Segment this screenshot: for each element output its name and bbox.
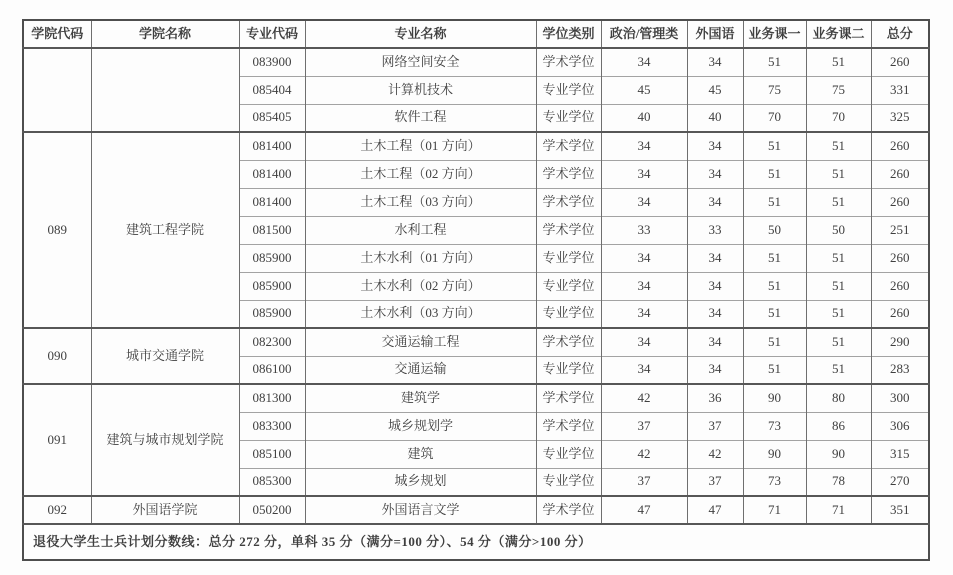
college-name-cell: 城市交通学院: [91, 328, 239, 384]
column-header-foreign-language: 外国语: [687, 20, 743, 48]
cell-politics-management: 34: [601, 188, 687, 216]
header-row: [23, 20, 929, 48]
cell-major-code: 085300: [239, 468, 305, 496]
table-row: [23, 132, 929, 160]
cell-major-name: 水利工程: [305, 216, 536, 244]
cell-politics-management: 37: [601, 412, 687, 440]
cell-major-code: 081400: [239, 132, 305, 160]
cell-course2: 86: [806, 412, 871, 440]
cell-course1: 71: [743, 496, 806, 524]
column-header-major-code: 专业代码: [239, 20, 305, 48]
cell-total: 290: [871, 328, 929, 356]
cell-major-name: 交通运输工程: [305, 328, 536, 356]
cell-major-code: 085404: [239, 76, 305, 104]
cell-foreign-language: 34: [687, 244, 743, 272]
cell-politics-management: 34: [601, 132, 687, 160]
cell-total: 283: [871, 356, 929, 384]
column-header-college-name: 学院名称: [91, 20, 239, 48]
cell-major-name: 土木工程（01 方向）: [305, 132, 536, 160]
cell-foreign-language: 34: [687, 300, 743, 328]
cell-total: 260: [871, 300, 929, 328]
cell-major-code: 050200: [239, 496, 305, 524]
cell-politics-management: 47: [601, 496, 687, 524]
cell-politics-management: 34: [601, 300, 687, 328]
cell-course2: 51: [806, 48, 871, 76]
cell-course2: 51: [806, 132, 871, 160]
cell-course1: 51: [743, 328, 806, 356]
cell-major-name: 土木水利（03 方向）: [305, 300, 536, 328]
cell-degree-type: 学术学位: [536, 216, 601, 244]
cell-major-name: 建筑学: [305, 384, 536, 412]
college-code-cell: 091: [23, 384, 91, 496]
cell-total: 315: [871, 440, 929, 468]
cell-politics-management: 34: [601, 48, 687, 76]
cell-course1: 70: [743, 104, 806, 132]
cell-total: 260: [871, 160, 929, 188]
cell-politics-management: 45: [601, 76, 687, 104]
cell-course1: 51: [743, 188, 806, 216]
cell-politics-management: 34: [601, 356, 687, 384]
cell-degree-type: 专业学位: [536, 272, 601, 300]
cell-course1: 51: [743, 272, 806, 300]
cell-foreign-language: 47: [687, 496, 743, 524]
cell-major-name: 软件工程: [305, 104, 536, 132]
cell-politics-management: 34: [601, 272, 687, 300]
table-row: [23, 496, 929, 524]
cell-major-name: 城乡规划学: [305, 412, 536, 440]
cell-foreign-language: 33: [687, 216, 743, 244]
cell-course2: 51: [806, 300, 871, 328]
cell-politics-management: 42: [601, 440, 687, 468]
cell-course2: 51: [806, 244, 871, 272]
cell-course2: 70: [806, 104, 871, 132]
cell-course1: 90: [743, 384, 806, 412]
cell-foreign-language: 37: [687, 412, 743, 440]
cell-course2: 78: [806, 468, 871, 496]
cell-major-code: 085900: [239, 244, 305, 272]
cell-major-name: 土木水利（02 方向）: [305, 272, 536, 300]
cell-major-name: 城乡规划: [305, 468, 536, 496]
cell-total: 260: [871, 132, 929, 160]
footer-row: [23, 524, 929, 560]
cell-degree-type: 学术学位: [536, 384, 601, 412]
cell-foreign-language: 42: [687, 440, 743, 468]
cell-politics-management: 40: [601, 104, 687, 132]
cell-course2: 51: [806, 328, 871, 356]
college-code-cell: 090: [23, 328, 91, 384]
cell-foreign-language: 36: [687, 384, 743, 412]
cell-degree-type: 专业学位: [536, 440, 601, 468]
cell-major-name: 网络空间安全: [305, 48, 536, 76]
cell-course1: 73: [743, 412, 806, 440]
cell-course1: 51: [743, 160, 806, 188]
cell-course1: 51: [743, 132, 806, 160]
cell-politics-management: 34: [601, 328, 687, 356]
cell-foreign-language: 45: [687, 76, 743, 104]
cell-major-name: 土木工程（02 方向）: [305, 160, 536, 188]
cell-total: 260: [871, 272, 929, 300]
cell-course2: 51: [806, 272, 871, 300]
cell-course1: 50: [743, 216, 806, 244]
cell-major-code: 083300: [239, 412, 305, 440]
cell-major-code: 085900: [239, 300, 305, 328]
cell-degree-type: 专业学位: [536, 244, 601, 272]
cell-politics-management: 34: [601, 244, 687, 272]
footer-note: 退役大学生士兵计划分数线：总分 272 分，单科 35 分（满分=100 分）、54 分（满分>100 分）: [23, 524, 929, 560]
cell-politics-management: 42: [601, 384, 687, 412]
cell-course1: 73: [743, 468, 806, 496]
cell-politics-management: 34: [601, 160, 687, 188]
cell-total: 251: [871, 216, 929, 244]
college-name-cell: 外国语学院: [91, 496, 239, 524]
college-name-cell: 建筑工程学院: [91, 132, 239, 328]
cell-major-code: 085100: [239, 440, 305, 468]
cell-foreign-language: 34: [687, 48, 743, 76]
cell-course2: 80: [806, 384, 871, 412]
cell-course2: 90: [806, 440, 871, 468]
cell-degree-type: 学术学位: [536, 132, 601, 160]
cell-major-code: 081500: [239, 216, 305, 244]
cell-degree-type: 专业学位: [536, 104, 601, 132]
cell-major-code: 086100: [239, 356, 305, 384]
cell-degree-type: 学术学位: [536, 188, 601, 216]
table-row: [23, 384, 929, 412]
table-row: [23, 48, 929, 76]
cell-course2: 75: [806, 76, 871, 104]
cell-total: 351: [871, 496, 929, 524]
college-name-cell: [91, 48, 239, 132]
cell-degree-type: 专业学位: [536, 468, 601, 496]
column-header-course1: 业务课一: [743, 20, 806, 48]
cell-course1: 51: [743, 48, 806, 76]
cell-major-name: 外国语言文学: [305, 496, 536, 524]
admission-score-table: [22, 19, 930, 561]
college-code-cell: 092: [23, 496, 91, 524]
cell-degree-type: 学术学位: [536, 328, 601, 356]
cell-course2: 51: [806, 160, 871, 188]
cell-major-name: 建筑: [305, 440, 536, 468]
cell-major-code: 085900: [239, 272, 305, 300]
cell-course2: 50: [806, 216, 871, 244]
college-code-cell: 089: [23, 132, 91, 328]
column-header-college-code: 学院代码: [23, 20, 91, 48]
cell-degree-type: 学术学位: [536, 496, 601, 524]
column-header-course2: 业务课二: [806, 20, 871, 48]
cell-course1: 75: [743, 76, 806, 104]
cell-politics-management: 37: [601, 468, 687, 496]
cell-foreign-language: 37: [687, 468, 743, 496]
cell-foreign-language: 34: [687, 356, 743, 384]
column-header-politics-management: 政治/管理类: [601, 20, 687, 48]
cell-course1: 51: [743, 356, 806, 384]
cell-total: 260: [871, 188, 929, 216]
cell-total: 306: [871, 412, 929, 440]
cell-course1: 51: [743, 244, 806, 272]
cell-course1: 90: [743, 440, 806, 468]
cell-major-code: 081400: [239, 188, 305, 216]
cell-total: 300: [871, 384, 929, 412]
cell-course2: 51: [806, 356, 871, 384]
cell-degree-type: 学术学位: [536, 412, 601, 440]
cell-major-code: 083900: [239, 48, 305, 76]
college-name-cell: 建筑与城市规划学院: [91, 384, 239, 496]
cell-total: 270: [871, 468, 929, 496]
cell-course2: 51: [806, 188, 871, 216]
cell-degree-type: 学术学位: [536, 48, 601, 76]
cell-major-code: 082300: [239, 328, 305, 356]
cell-major-name: 计算机技术: [305, 76, 536, 104]
cell-foreign-language: 34: [687, 132, 743, 160]
cell-degree-type: 专业学位: [536, 300, 601, 328]
cell-foreign-language: 40: [687, 104, 743, 132]
column-header-degree-type: 学位类别: [536, 20, 601, 48]
cell-foreign-language: 34: [687, 188, 743, 216]
cell-major-code: 085405: [239, 104, 305, 132]
table-row: [23, 328, 929, 356]
cell-total: 260: [871, 48, 929, 76]
cell-degree-type: 学术学位: [536, 160, 601, 188]
cell-major-name: 土木水利（01 方向）: [305, 244, 536, 272]
cell-foreign-language: 34: [687, 272, 743, 300]
cell-politics-management: 33: [601, 216, 687, 244]
cell-foreign-language: 34: [687, 160, 743, 188]
cell-foreign-language: 34: [687, 328, 743, 356]
cell-course1: 51: [743, 300, 806, 328]
cell-degree-type: 专业学位: [536, 76, 601, 104]
cell-major-name: 土木工程（03 方向）: [305, 188, 536, 216]
cell-total: 331: [871, 76, 929, 104]
college-code-cell: [23, 48, 91, 132]
column-header-total: 总分: [871, 20, 929, 48]
cell-course2: 71: [806, 496, 871, 524]
cell-major-code: 081300: [239, 384, 305, 412]
cell-major-name: 交通运输: [305, 356, 536, 384]
cell-total: 260: [871, 244, 929, 272]
cell-total: 325: [871, 104, 929, 132]
cell-major-code: 081400: [239, 160, 305, 188]
column-header-major-name: 专业名称: [305, 20, 536, 48]
cell-degree-type: 专业学位: [536, 356, 601, 384]
